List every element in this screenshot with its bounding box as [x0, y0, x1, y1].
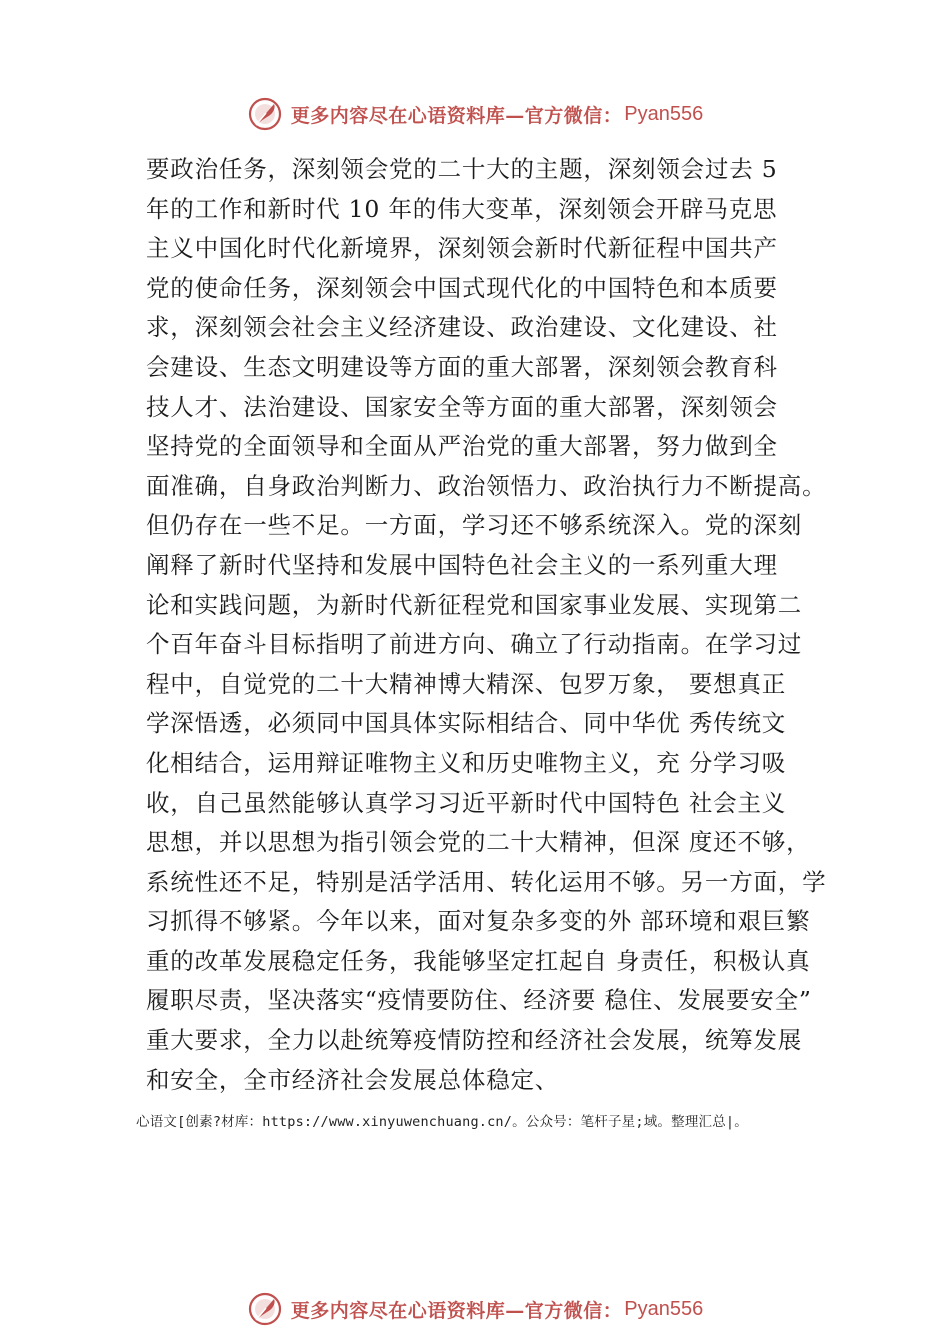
body-line: 重的改革发展稳定任务，我能够坚定扛起自 身责任，积极认真 — [146, 946, 811, 975]
body-line: 年的工作和新时代 10 年的伟大变革，深刻领会开辟马克思 — [146, 194, 778, 223]
body-line: 阐释了新时代坚持和发展中国特色社会主义的一系列重大理 — [146, 550, 778, 579]
body-line: 党的使命任务，深刻领会中国式现代化的中国特色和本质要 — [146, 273, 778, 302]
body-line: 主义中国化时代化新境界，深刻领会新时代新征程中国共产 — [146, 234, 778, 263]
body-line: 要政治任务，深刻领会党的二十大的主题，深刻领会过去 5 — [146, 155, 778, 183]
body-line: 化相结合，运用辩证唯物主义和历史唯物主义，充 分学习吸 — [146, 748, 787, 777]
body-line: 思想，并以思想为指引领会党的二十大精神，但深 度还不够， — [146, 828, 811, 857]
body-line: 会建设、生态文明建设等方面的重大部署，深刻领会教育科 — [146, 352, 778, 381]
document-body — [146, 150, 866, 1100]
wechat-handle: Pyan556 — [624, 1297, 704, 1320]
quill-logo-icon — [247, 1291, 283, 1327]
body-line: 重大要求，全力以赴统筹疫情防控和经济社会发展，统筹发展 — [146, 1026, 803, 1055]
body-line: 系统性还不足，特别是活学活用、转化运用不够。另一方面，学 — [146, 867, 827, 896]
body-line: 但仍存在一些不足。一方面，学习还不够系统深入。党的深刻 — [146, 511, 803, 540]
banner-text: 更多内容尽在心语资料库—官方微信： — [290, 104, 623, 127]
body-line: 论和实践问题，为新时代新征程党和国家事业发展、实现第二 — [146, 590, 803, 619]
body-line: 和安全，全市经济社会发展总体稳定、 — [146, 1065, 560, 1094]
body-line: 履职尽责，坚决落实“疫情要防住、经济要 稳住、发展要安全” — [146, 986, 812, 1015]
body-line: 坚持党的全面领导和全面从严治党的重大部署，努力做到全 — [146, 432, 778, 461]
body-line: 习抓得不够紧。今年以来，面对复杂多变的外 部环境和艰巨繁 — [146, 907, 811, 936]
quill-logo-icon — [247, 96, 283, 132]
body-line: 学深悟透，必须同中国具体实际相结合、同中华优 秀传统文 — [146, 709, 787, 738]
body-line: 求，深刻领会社会主义经济建设、政治建设、文化建设、社 — [146, 313, 778, 342]
wechat-handle: Pyan556 — [624, 102, 704, 125]
body-line: 收，自己虽然能够认真学习习近平新时代中国特色 社会主义 — [146, 788, 787, 817]
body-line: 技人才、法治建设、国家安全等方面的重大部署，深刻领会 — [146, 392, 778, 421]
source-note: 心语文[创素?材库：https://www.xinyuwenchuang.cn/。公众号：笔杆子星;域。整理汇总|。 — [136, 1114, 748, 1130]
body-line: 面准确，自身政治判断力、政治领悟力、政治执行力不断提高。 — [146, 471, 827, 500]
header-banner — [0, 92, 950, 136]
body-line: 个百年奋斗目标指明了前进方向、确立了行动指南。在学习过 — [146, 630, 803, 659]
footer-banner — [0, 1287, 950, 1331]
body-line: 程中，自觉党的二十大精神博大精深、包罗万象， 要想真正 — [146, 669, 787, 698]
banner-text: 更多内容尽在心语资料库—官方微信： — [290, 1299, 623, 1322]
